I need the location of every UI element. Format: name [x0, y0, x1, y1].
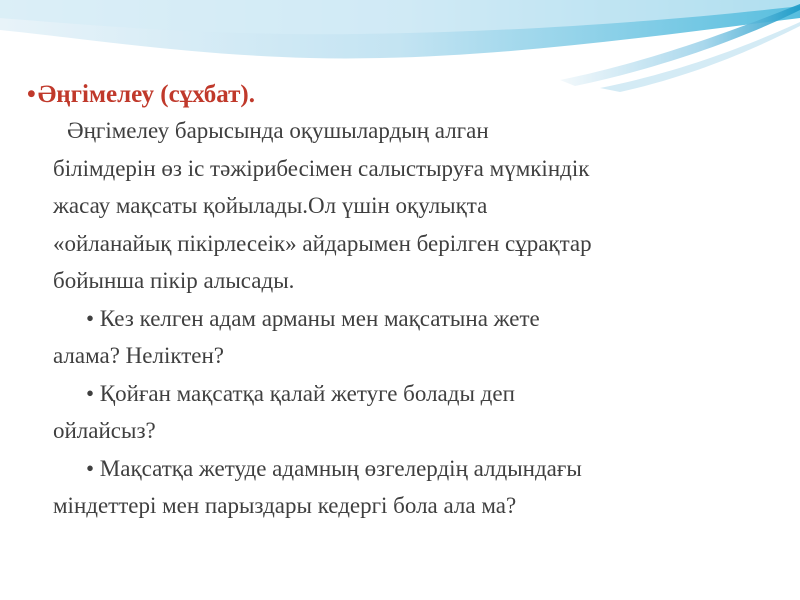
paragraph-line: «ойланайық пікірлесеік» айдарымен берілген сұрақтар [53, 230, 592, 256]
slide-body [53, 112, 787, 525]
heading-text: Әңгімелеу (сұхбат). [37, 81, 255, 108]
question-item: • Мақсатқа жетуде адамның өзгелердің алдындағы [86, 455, 582, 481]
paragraph-line: жасау мақсаты қойылады.Ол үшін оқулықта [53, 193, 488, 218]
heading-bullet: • [27, 81, 36, 108]
question-item: • Кез келген адам арманы мен мақсатына жете [86, 305, 540, 331]
question-item-continuation: алама? Неліктен? [53, 343, 224, 368]
slide-heading [27, 78, 787, 112]
paragraph-line: бойынша пікір алысады. [53, 268, 295, 293]
question-item-continuation: міндеттері мен парыздары кедергі бола ала ма? [53, 493, 517, 518]
question-item: • Қойған мақсатқа қалай жетуге болады деп [86, 380, 515, 406]
paragraph-line: білімдерін өз іс тәжірибесімен салыстыруға мүмкіндік [53, 155, 590, 181]
paragraph-line: Әңгімелеу барысында оқушылардың алган [67, 118, 489, 143]
slide-content [27, 78, 787, 525]
question-item-continuation: ойлайсыз? [53, 418, 156, 443]
